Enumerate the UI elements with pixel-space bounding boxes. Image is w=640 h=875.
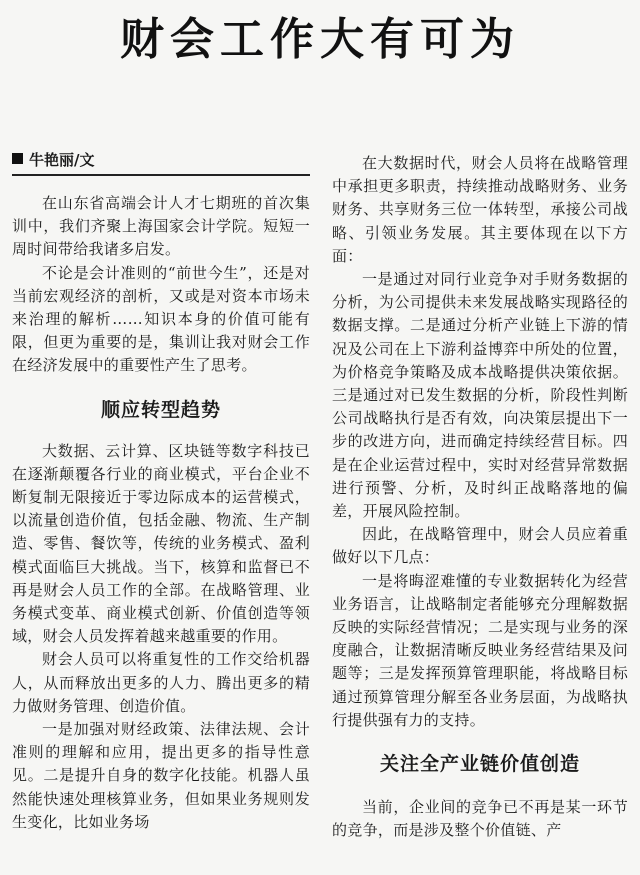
paragraph: 在大数据时代，财会人员将在战略管理中承担更多职责，持续推动战略财务、业务财务、共享财务三位一体转型，承接公司战略、引领业务发展。其主要体现在以下方面： — [332, 154, 628, 265]
square-bullet-icon — [12, 153, 23, 164]
section-heading: 关注全产业链价值创造 — [379, 753, 580, 776]
byline — [12, 150, 310, 176]
paragraph: 不论是会计准则的“前世今生”，还是对当前宏观经济的剖析，又或是对资本市场未来治理的解析……知识本身的价值可能有限，但更为重要的是，集训让我对财会工作在经济发展中的重要性产生了思考。 — [12, 263, 310, 375]
right-column — [332, 152, 628, 842]
paragraph: 大数据、云计算、区块链等数字科技已在逐渐颠覆各行业的商业模式，平台企业不断复制无限接近于零边际成本的运营模式，以流量创造价值，包括金融、物流、生产制造、零售、餐饮等，传统的业务模式、盈利模式面临巨大挑战。当下，核算和监督已不再是财会人员工作的全部。在战略管理、业务模式变革、商业模式创新、价值创造等领域，财会人员发挥着越来越重要的作用。 — [12, 441, 310, 646]
paragraph: 因此，在战略管理中，财会人员应着重做好以下几点： — [332, 525, 628, 567]
paragraph: 一是将晦涩难懂的专业数据转化为经营业务语言，让战略制定者能够充分理解数据反映的实际经营情况；二是实现与业务的深度融合，让数据清晰反映业务经营结果及问题等；三是发挥预算管理职能，将战略目标通过预算管理分解至各业务层面，为战略执行提供强有力的支持。 — [332, 571, 628, 729]
left-column — [12, 150, 310, 834]
paragraph: 一是通过对同行业竞争对手财务数据的分析，为公司提供未来发展战略实现路径的数据支撑。二是通过分析产业链上下游的情况及公司在上下游利益博弈中所处的位置，为价格竞争策略及成本战略提供决策依据。三是通过对已发生数据的分析，阶段性判断公司战略执行是否有效，向决策层提出下一步的改进方向，进而确定持续经营目标。四是在企业运营过程中，实时对经营异常数据进行预警、分析，及时纠正战略落地的偏差，开展风险控制。 — [332, 270, 628, 521]
article-title: 财会工作大有可为 — [120, 14, 520, 65]
paragraph: 在山东省高端会计人才七期班的首次集训中，我们齐聚上海国家会计学院。短短一周时间带给我诸多启发。 — [12, 194, 310, 259]
paragraph: 当前，企业间的竞争已不再是某一环节的竞争，而是涉及整个价值链、产 — [332, 798, 628, 840]
section-heading: 顺应转型趋势 — [100, 398, 221, 421]
paragraph: 财会人员可以将重复性的工作交给机器人，从而释放出更多的人力、腾出更多的精力做财务管理、创造价值。 — [12, 650, 310, 715]
author-name: 牛艳丽/文 — [29, 151, 95, 169]
paragraph: 一是加强对财经政策、法律法规、会计准则的理解和应用，提出更多的指导性意见。二是提升自身的数字化技能。机器人虽然能快速处理核算业务，但如果业务规则发生变化，比如业务场 — [12, 720, 310, 831]
